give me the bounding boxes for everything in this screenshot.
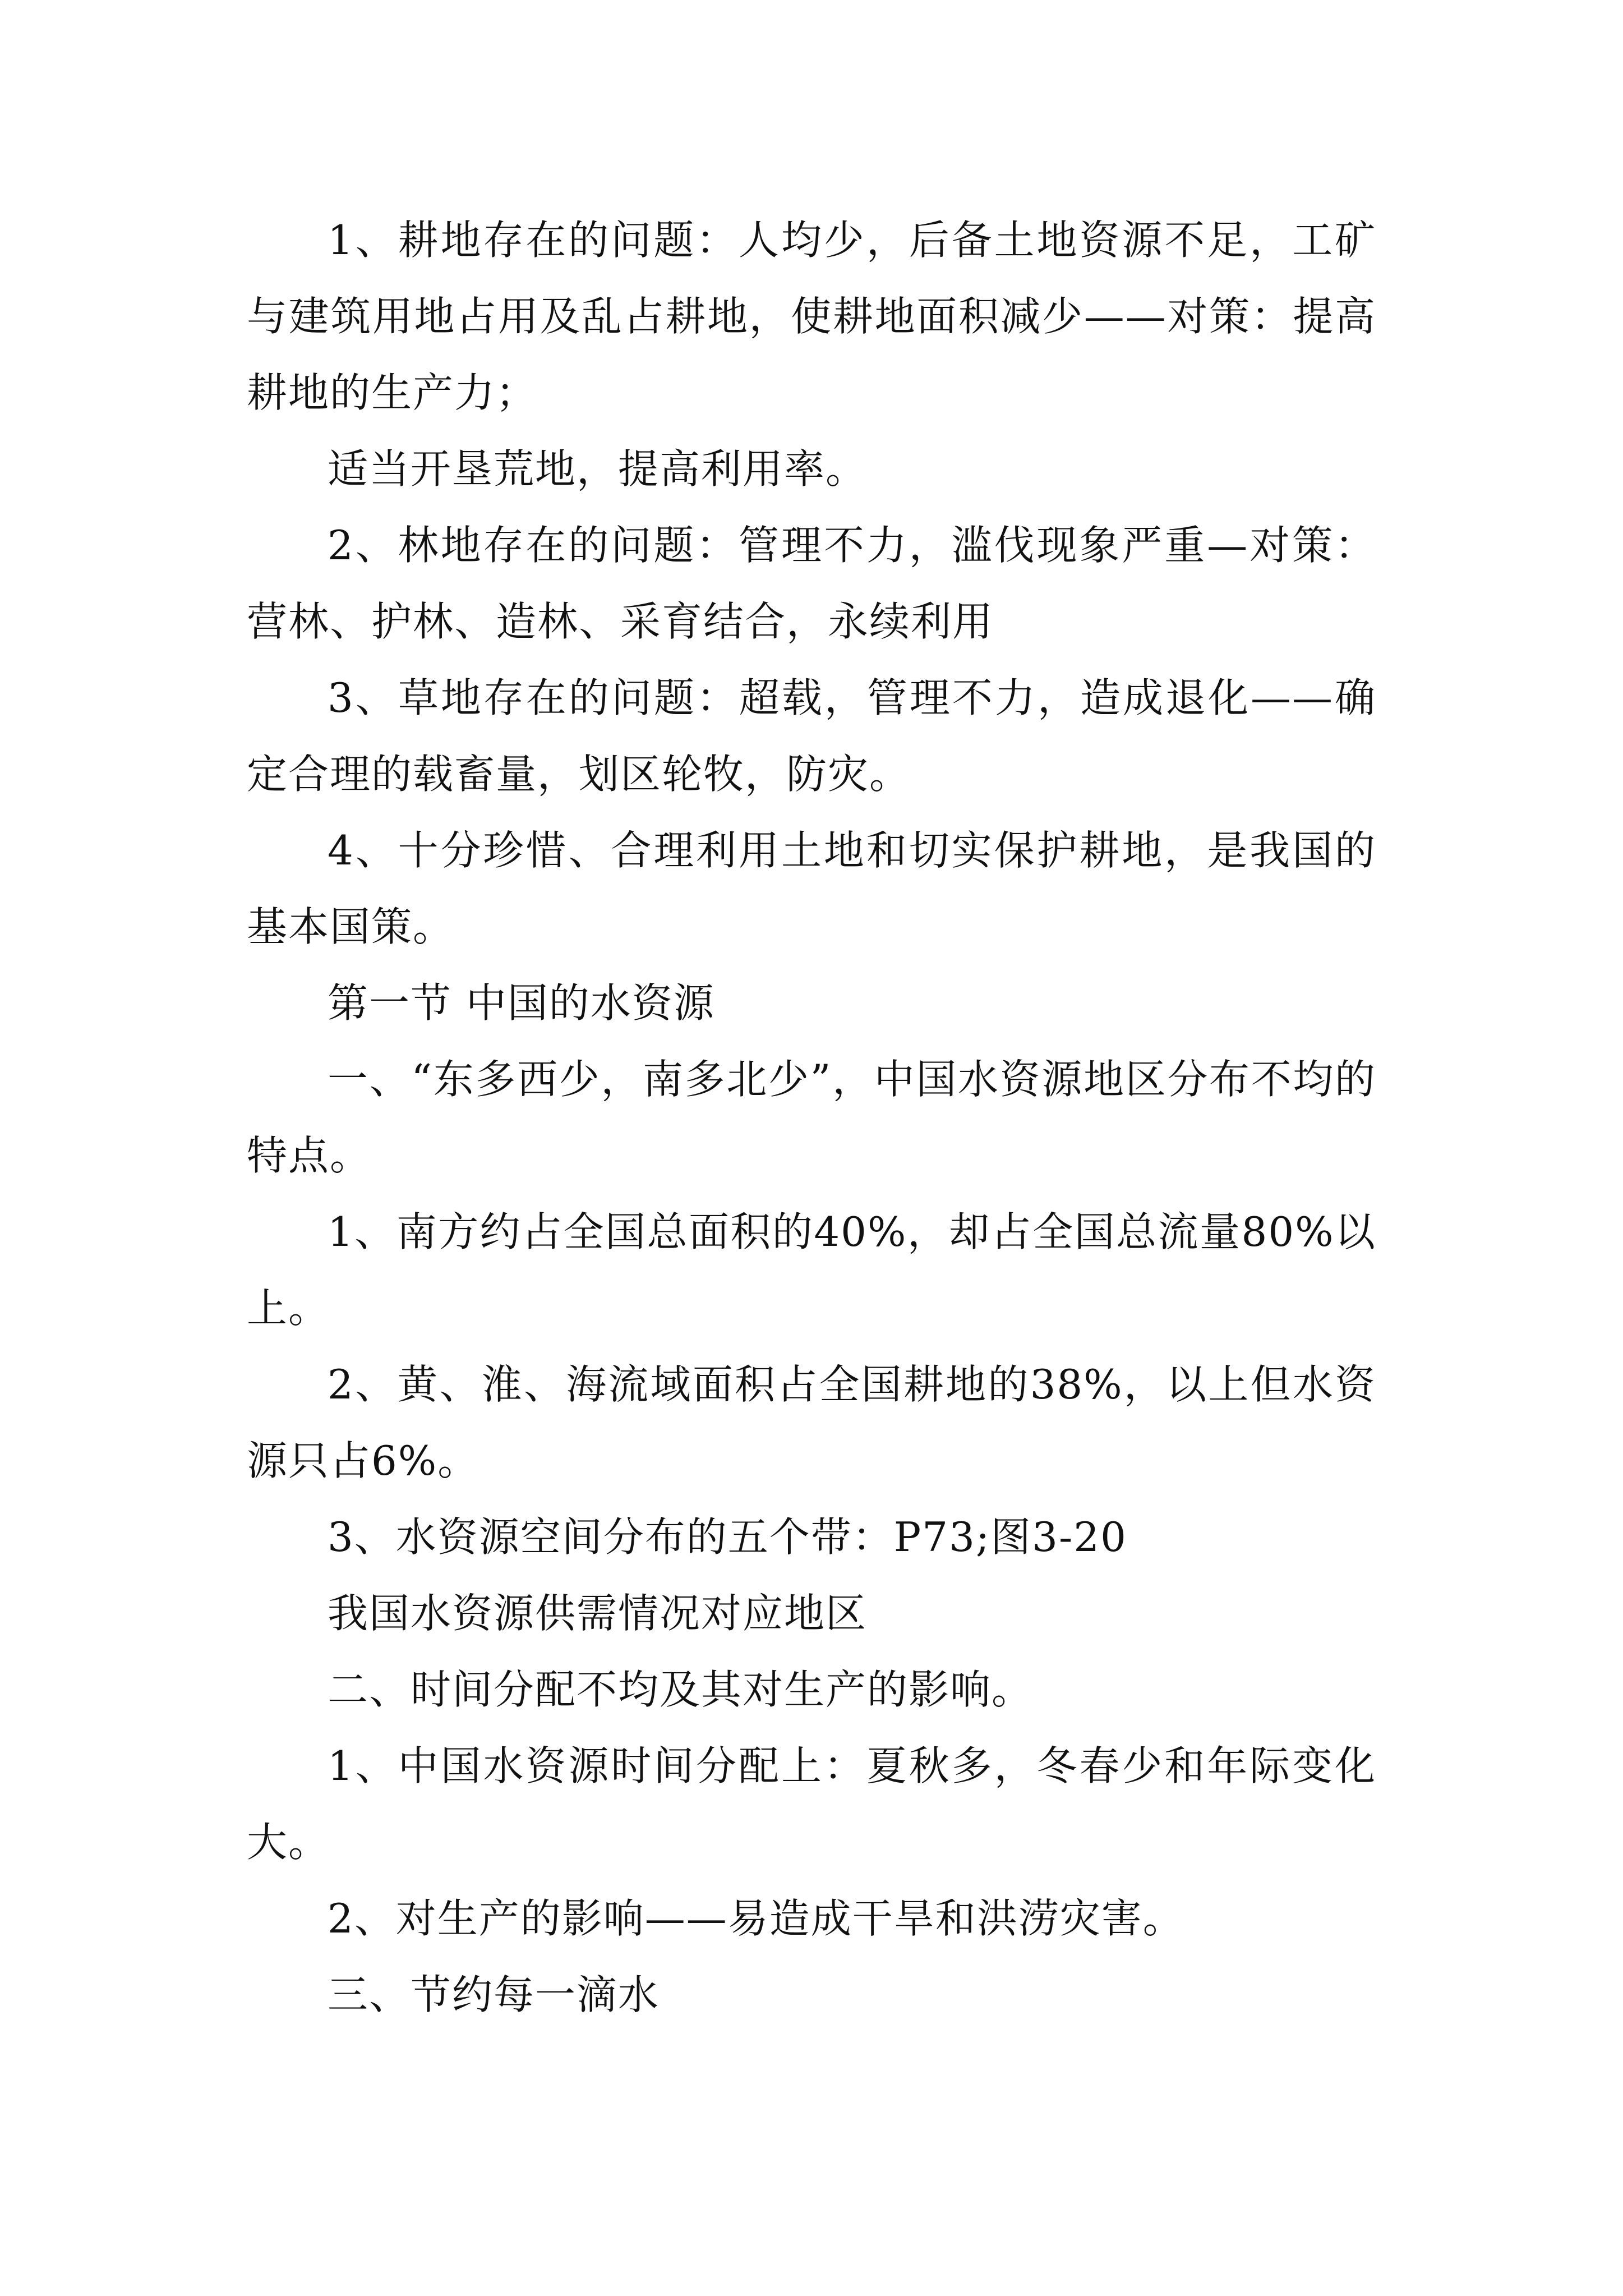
paragraph-save-water: 三、节约每一滴水 bbox=[328, 1971, 660, 2018]
paragraph-basic-policy: 4、十分珍惜、合理利用土地和切实保护耕地，是我国的基本国策。 bbox=[247, 827, 1376, 950]
text-body bbox=[247, 202, 1376, 2033]
paragraph-regional-distribution: 一、“东多西少，南多北少”，中国水资源地区分布不均的特点。 bbox=[247, 1056, 1376, 1179]
paragraph-five-belts: 3、水资源空间分布的五个带：P73;图3-20 bbox=[328, 1513, 1127, 1561]
paragraph-production-impact: 2、对生产的影响——易造成干旱和洪涝灾害。 bbox=[328, 1895, 1184, 1942]
paragraph-huang-huai-hai: 2、黄、淮、海流域面积占全国耕地的38%，以上但水资源只占6%。 bbox=[247, 1361, 1376, 1484]
paragraph-farmland-problems: 1、耕地存在的问题：人均少，后备土地资源不足，工矿与建筑用地占用及乱占耕地，使耕地面积减少——对策：提高耕地的生产力； bbox=[247, 217, 1376, 416]
paragraph-grassland-problems: 3、草地存在的问题：超载，管理不力，造成退化——确定合理的载畜量，划区轮牧，防灾。 bbox=[247, 674, 1376, 798]
paragraph-forest-problems: 2、林地存在的问题：管理不力，滥伐现象严重—对策：营林、护林、造林、采育结合，永续利用 bbox=[247, 522, 1376, 645]
section-heading-water-resources: 第一节 中国的水资源 bbox=[328, 979, 715, 1027]
paragraph-temporal-distribution: 二、时间分配不均及其对生产的影响。 bbox=[328, 1666, 1034, 1713]
paragraph-south-share: 1、南方约占全国总面积的40%，却占全国总流量80%以上。 bbox=[247, 1208, 1376, 1332]
paragraph-seasonal-variation: 1、中国水资源时间分配上：夏秋多，冬春少和年际变化大。 bbox=[247, 1742, 1376, 1866]
paragraph-reclaim-wasteland: 适当开垦荒地，提高利用率。 bbox=[328, 445, 868, 493]
paragraph-supply-demand: 我国水资源供需情况对应地区 bbox=[328, 1590, 868, 1637]
